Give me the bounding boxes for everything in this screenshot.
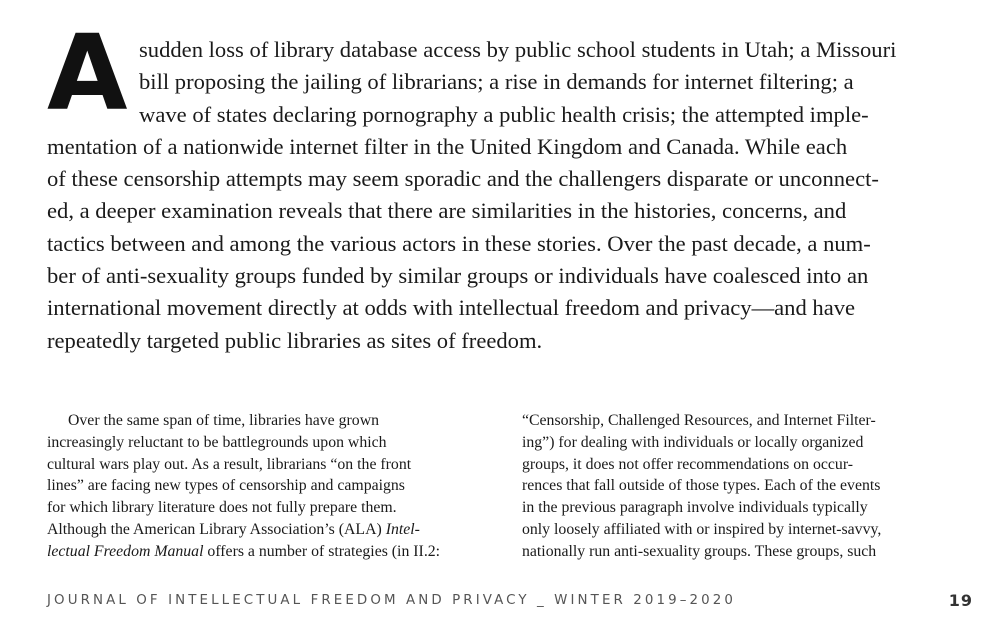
lead-line: ber of anti-sexuality groups funded by similar groups or individuals have coalesced into an — [47, 263, 869, 289]
body-line: Over the same span of time, libraries have grown — [68, 412, 380, 429]
lead-line: wave of states declaring pornography a public health crisis; the attempted imple- — [139, 101, 869, 127]
lead-line: international movement directly at odds with intellectual freedom and privacy—and have — [47, 295, 856, 321]
body-line — [47, 519, 497, 541]
body-line: in the previous paragraph involve individuals typically — [522, 499, 868, 517]
body-line: increasingly reluctant to be battlegrounds upon which — [47, 433, 387, 451]
lead-line: of these censorship attempts may seem sporadic and the challengers disparate or unconnect- — [47, 166, 879, 192]
drop-cap: A — [47, 12, 128, 134]
lead-line: bill proposing the jailing of librarians; a rise in demands for internet filtering; a — [139, 69, 854, 95]
body-text: Although the American Library Association’s (ALA) — [47, 520, 386, 538]
body-line: cultural wars play out. As a result, librarians “on the front — [47, 455, 412, 473]
lead-line: repeatedly targeted public libraries as sites of freedom. — [47, 327, 543, 353]
page-number: 19 — [948, 591, 973, 610]
body-line: ing”) for dealing with individuals or locally organized — [522, 433, 864, 451]
journal-running-title: JOURNAL OF INTELLECTUAL FREEDOM AND PRIVACY _ WINTER 2019–2020 — [47, 593, 737, 608]
lead-line: tactics between and among the various actors in these stories. Over the past decade, a num- — [47, 230, 871, 256]
body-text: offers a number of strategies (in II.2: — [203, 542, 441, 560]
lead-line: mentation of a nationwide internet filter in the United Kingdom and Canada. While each — [47, 133, 848, 159]
body-column-right — [522, 410, 972, 563]
body-line: only loosely affiliated with or inspired by internet-savvy, — [522, 520, 882, 538]
body-line: nationally run anti-sexuality groups. These groups, such — [522, 542, 877, 560]
body-line — [47, 541, 497, 563]
book-title-italic: lectual Freedom Manual — [47, 542, 204, 560]
lead-line: ed, a deeper examination reveals that there are similarities in the histories, concerns, and — [47, 198, 847, 224]
lead-line: sudden loss of library database access by public school students in Utah; a Missouri — [139, 37, 897, 62]
body-column-left — [47, 410, 497, 563]
body-line: lines” are facing new types of censorship and campaigns — [47, 477, 405, 495]
body-line: groups, it does not offer recommendations on occur- — [522, 455, 854, 473]
page-footer — [47, 593, 973, 615]
lead-paragraph — [47, 12, 969, 357]
body-line: rences that fall outside of those types. Each of the events — [522, 477, 881, 495]
body-line: for which library literature does not fully prepare them. — [47, 499, 397, 517]
book-title-italic: Intel- — [385, 520, 420, 538]
body-line: “Censorship, Challenged Resources, and Internet Filter- — [522, 412, 876, 429]
